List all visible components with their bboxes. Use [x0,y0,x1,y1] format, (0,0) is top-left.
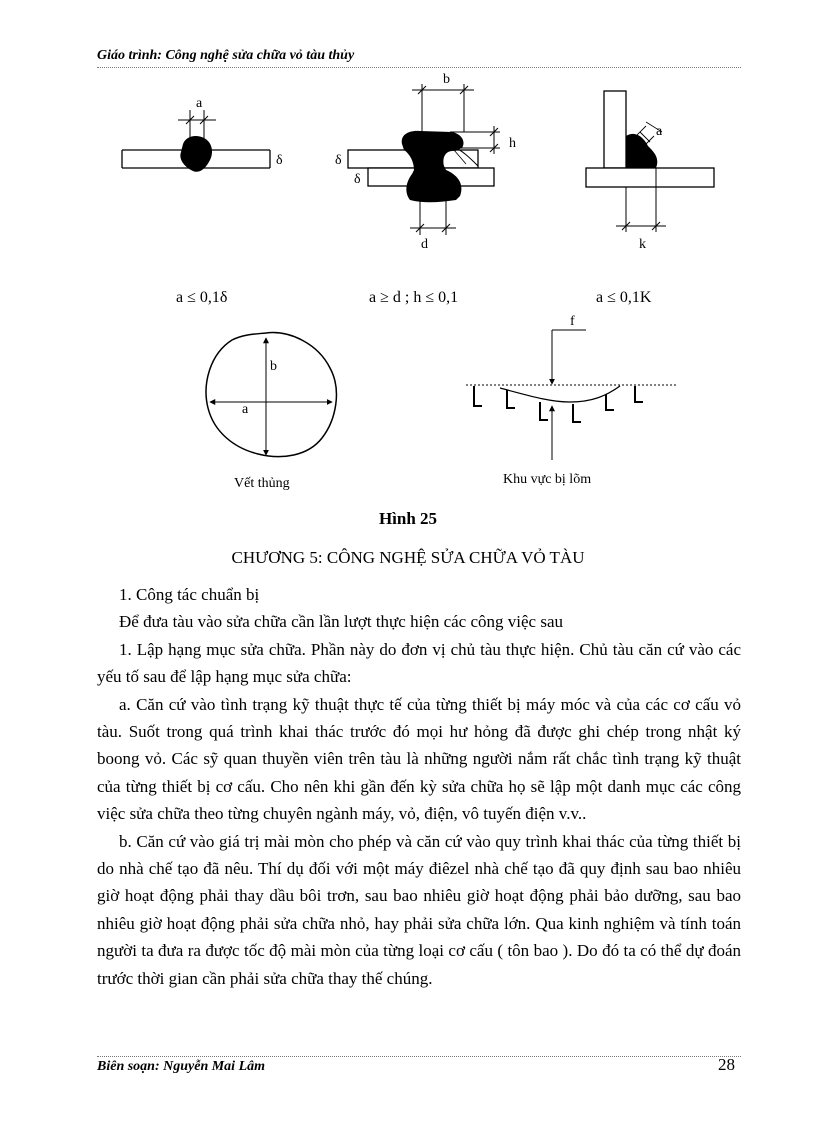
dim-label-h: h [509,136,516,151]
paragraph-3: 1. Lập hạng mục sửa chữa. Phần này do đơn vị chủ tàu thực hiện. Chủ tàu căn cứ vào các yếu tố sau để lập hạng mục sửa chữa: [97,639,741,687]
caption-hole: Vết thủng [234,476,290,491]
hole-dim-b: b [270,359,277,374]
dim-label-a: a [196,96,203,111]
dim-label-b: b [443,72,450,87]
paragraph-5: b. Căn cứ vào giá trị mài mòn cho phép và căn cứ vào quy trình khai thác của từng thiết bị do nhà chế tạo đã nêu. Thí dụ đối với một máy điêzel nhà chế tạo đã quy định sau bao nhiêu giờ hoạt động phải thay dầu bôi trơn, sau bao nhiêu giờ hoạt động phải bảo dưỡng, sau bao nhiêu giờ hoạt động phải sửa chữa nhỏ, hay phải sửa chữa lớn. Qua kinh nghiệm và tính toán người ta đưa ra được tốc độ mài mòn của từng loại cơ cấu ( tôn bao ). Do đó ta có thể dự đoán trước thời gian cần phải sửa chữa thay thế chúng. [97,831,741,988]
body-text [97,581,741,992]
chapter-title: CHƯƠNG 5: CÔNG NGHỆ SỬA CHỮA VỎ TÀU [231,548,585,567]
fillet-weld-bead [626,134,657,168]
figure-25-drawings [0,0,816,500]
paragraph-2: Để đưa tàu vào sửa chữa cần lần lượt thực hiện các công việc sau [119,612,563,632]
butt-weld-bead [180,136,212,172]
dent-drawing [466,314,676,460]
thickness-label-delta-top: δ [335,153,342,168]
paragraph-1: 1. Công tác chuẩn bị [119,585,260,604]
caption-dent: Khu vực bị lõm [503,472,592,487]
footer-author: Biên soạn: Nguyễn Mai Lâm [97,1059,266,1074]
dent-force-label-f: f [570,314,575,329]
formula-butt-weld: a ≤ 0,1δ [176,289,228,306]
butt-weld-drawing [122,96,283,172]
paragraph-4: a. Căn cứ vào tình trạng kỹ thuật thực tế của từng thiết bị máy móc và của các cơ cấu vỏ tàu. Suốt trong quá trình khai thác trước đó mọi hư hỏng đã được ghi chép trong nhật ký boong vỏ. Các sỹ quan thuyền viên trên tàu là những người nắm rất chắc tình trạng kỹ thuật của từng thiết bị cơ cấu. Cho nên khi gần đến kỳ sửa chữa họ sẽ lập một danh mục các công việc sửa chữa theo từng chuyên ngành máy, vỏ, điện, vô tuyến điện v.v.. [97,694,741,824]
dim-label-a-fillet: a [656,124,663,139]
fillet-weld-drawing [586,91,714,252]
hole-outline [206,333,336,457]
footer-divider [97,1056,741,1057]
page-number: 28 [718,1055,735,1074]
thickness-label-delta-bottom: δ [354,172,361,187]
hole-dim-a: a [242,402,249,417]
figure-title: Hình 25 [378,509,438,528]
plug-weld-drawing [335,72,516,252]
formula-plug-weld: a ≥ d ; h ≤ 0,1 [369,289,459,306]
dent-curve [500,386,620,402]
header-title: Giáo trình: Công nghệ sửa chữa vỏ tàu thủy [97,48,355,63]
dim-label-d: d [421,237,428,252]
dim-label-k: k [639,237,646,252]
thickness-label-delta: δ [276,153,283,168]
hole-drawing [206,333,336,457]
formula-fillet-weld: a ≤ 0,1K [596,289,652,306]
